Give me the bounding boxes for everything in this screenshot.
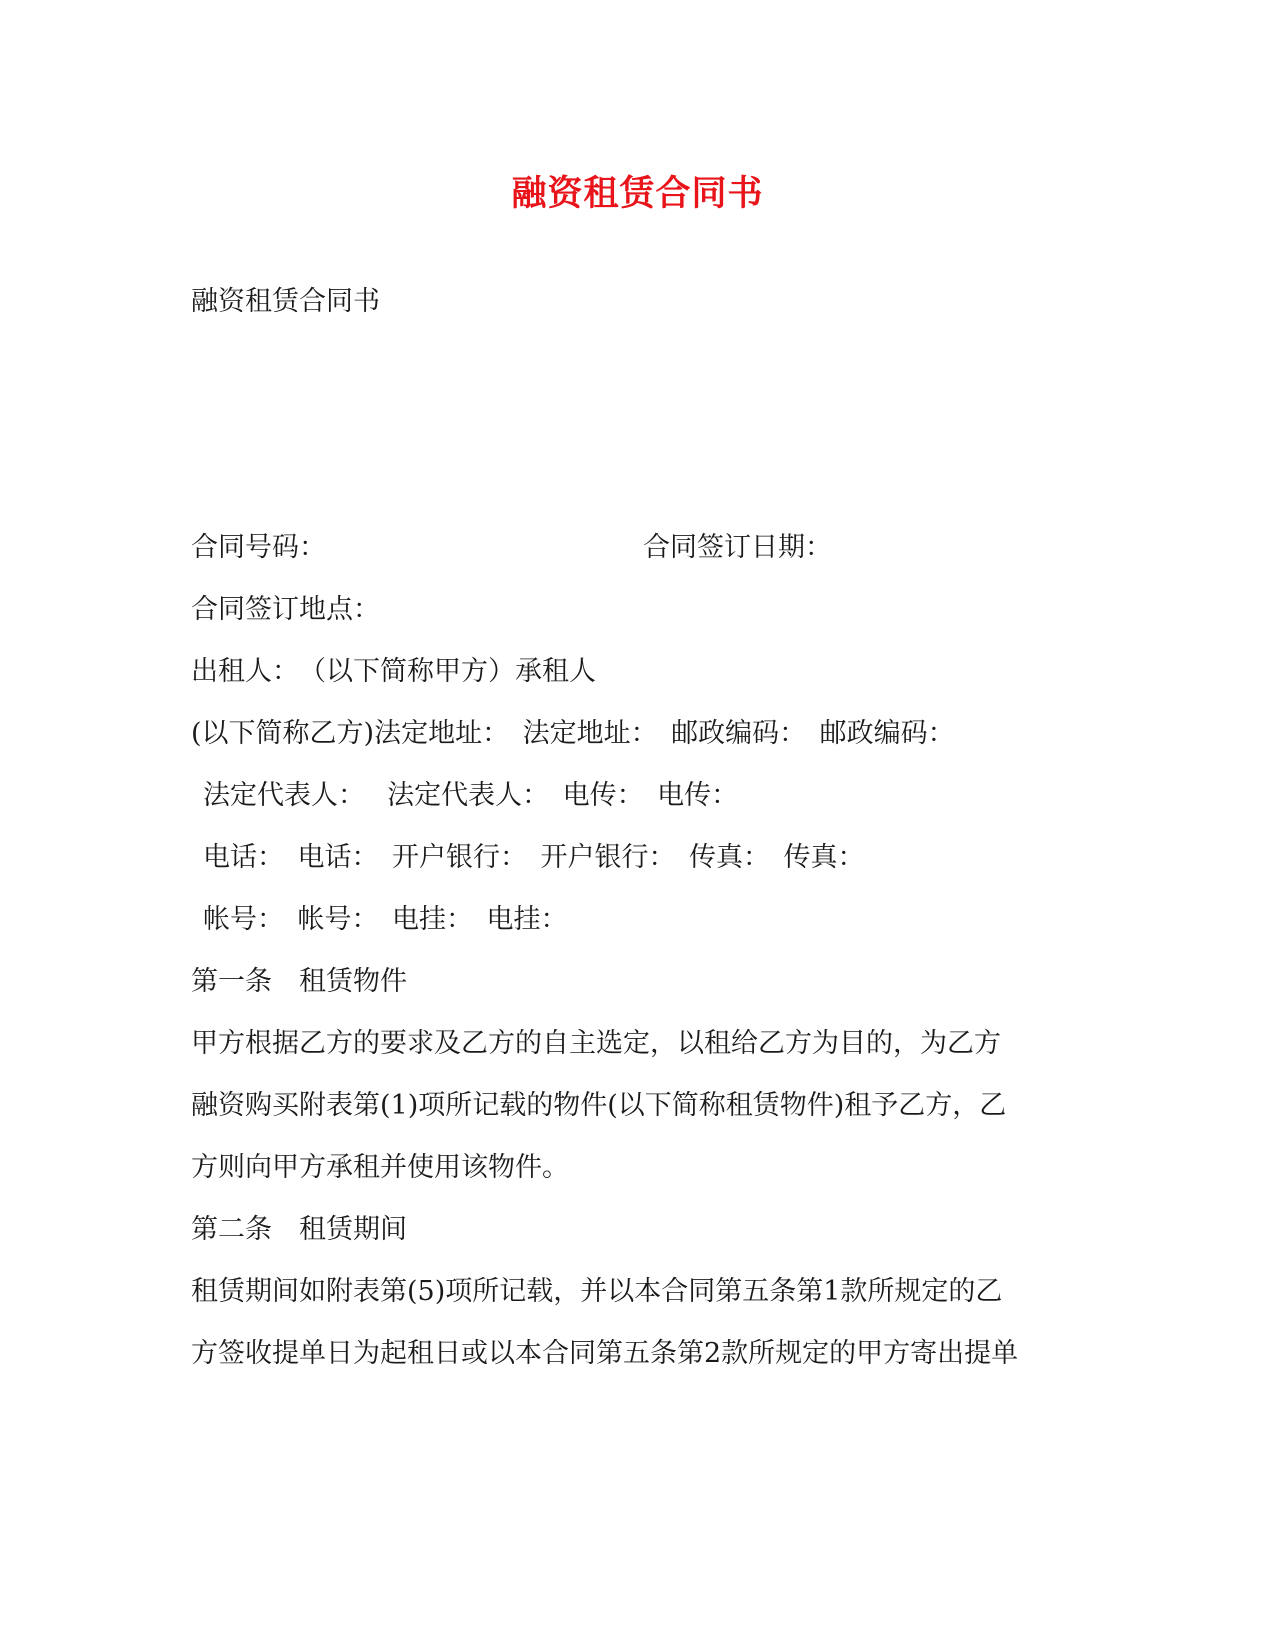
article-1-body-line: 甲方根据乙方的要求及乙方的自主选定，以租给乙方为目的，为乙方 bbox=[191, 1028, 1001, 1059]
article-2-body-line: 租赁期间如附表第(5)项所记载，并以本合同第五条第1款所规定的乙 bbox=[191, 1276, 1003, 1307]
parties-line-4: 电话： 电话： 开户银行： 开户银行： 传真： 传真： bbox=[203, 842, 865, 873]
article-1-heading: 第一条 租赁物件 bbox=[191, 966, 407, 997]
contract-number-label: 合同号码： bbox=[191, 532, 326, 563]
parties-line-5: 帐号： 帐号： 电挂： 电挂： bbox=[203, 904, 568, 935]
parties-line-3: 法定代表人： 法定代表人： 电传： 电传： bbox=[203, 780, 739, 811]
parties-line-1: 出租人： （以下简称甲方）承租人 bbox=[191, 656, 596, 687]
parties-line-2: (以下简称乙方)法定地址： 法定地址： 邮政编码： 邮政编码： bbox=[191, 718, 955, 749]
article-1-body-line: 方则向甲方承租并使用该物件。 bbox=[191, 1152, 569, 1183]
document-subtitle: 融资租赁合同书 bbox=[191, 286, 380, 317]
article-1-body-line: 融资购买附表第(1)项所记载的物件(以下简称租赁物件)租予乙方，乙 bbox=[191, 1090, 1007, 1121]
article-2-body-line: 方签收提单日为起租日或以本合同第五条第2款所规定的甲方寄出提单 bbox=[191, 1338, 1019, 1369]
contract-sign-date-label: 合同签订日期： bbox=[643, 532, 832, 563]
contract-sign-place-label: 合同签订地点： bbox=[191, 594, 380, 625]
article-2-heading: 第二条 租赁期间 bbox=[191, 1214, 407, 1245]
document-title: 融资租赁合同书 bbox=[511, 173, 764, 214]
